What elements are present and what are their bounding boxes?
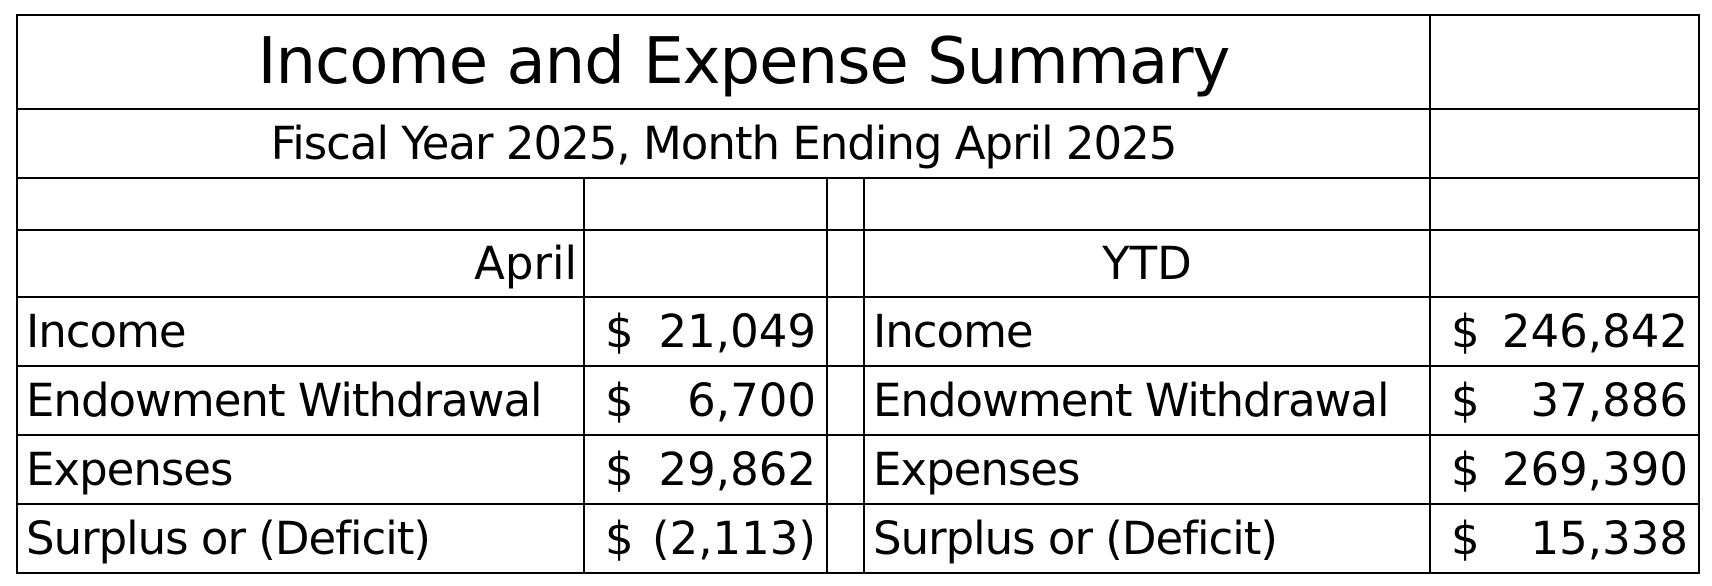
currency-symbol: $ — [1451, 442, 1480, 496]
empty-cell — [584, 230, 827, 297]
currency-symbol: $ — [1451, 373, 1480, 427]
amount-value: (2,113) — [652, 511, 816, 565]
subtitle-row — [17, 109, 1699, 178]
empty-cell — [1430, 15, 1699, 109]
amount-value: 269,390 — [1501, 442, 1688, 496]
amount-value: 15,338 — [1530, 511, 1688, 565]
empty-cell — [1430, 109, 1699, 178]
report-subtitle: Fiscal Year 2025, Month Ending April 2025 — [17, 109, 1430, 178]
empty-cell — [17, 178, 584, 230]
empty-cell — [864, 178, 1430, 230]
spacer-cell — [827, 366, 864, 435]
table-row — [17, 435, 1699, 504]
period-header-row — [17, 230, 1699, 297]
spacer-cell — [827, 504, 864, 573]
blank-row — [17, 178, 1699, 230]
ytd-row-label: Endowment Withdrawal — [864, 366, 1430, 435]
table-row — [17, 504, 1699, 573]
month-row-value — [584, 435, 827, 504]
currency-symbol: $ — [605, 511, 634, 565]
spacer-cell — [827, 178, 864, 230]
amount-value: 29,862 — [658, 442, 816, 496]
currency-symbol: $ — [605, 442, 634, 496]
table-row — [17, 297, 1699, 366]
empty-cell — [1430, 178, 1699, 230]
ytd-row-label: Surplus or (Deficit) — [864, 504, 1430, 573]
spacer-cell — [827, 230, 864, 297]
table-row — [17, 366, 1699, 435]
amount-value: 246,842 — [1501, 305, 1688, 358]
income-expense-summary-table — [16, 14, 1700, 574]
spacer-cell — [827, 435, 864, 504]
month-row-label: Endowment Withdrawal — [17, 366, 584, 435]
currency-symbol: $ — [1451, 305, 1480, 358]
month-row-label: Expenses — [17, 435, 584, 504]
month-header: April — [17, 230, 584, 297]
empty-cell — [584, 178, 827, 230]
ytd-row-label: Expenses — [864, 435, 1430, 504]
empty-cell — [1430, 230, 1699, 297]
amount-value: 6,700 — [687, 373, 816, 427]
ytd-row-value — [1430, 504, 1699, 573]
month-row-value — [584, 504, 827, 573]
ytd-row-value — [1430, 297, 1699, 366]
amount-value: 21,049 — [658, 305, 816, 358]
month-row-label: Income — [17, 297, 584, 366]
month-row-value — [584, 366, 827, 435]
amount-value: 37,886 — [1530, 373, 1688, 427]
ytd-header: YTD — [864, 230, 1430, 297]
report-title: Income and Expense Summary — [17, 15, 1430, 109]
ytd-row-value — [1430, 435, 1699, 504]
currency-symbol: $ — [605, 373, 634, 427]
ytd-row-value — [1430, 366, 1699, 435]
currency-symbol: $ — [605, 305, 634, 358]
month-row-label: Surplus or (Deficit) — [17, 504, 584, 573]
month-row-value — [584, 297, 827, 366]
spacer-cell — [827, 297, 864, 366]
title-row — [17, 15, 1699, 109]
currency-symbol: $ — [1451, 511, 1480, 565]
ytd-row-label: Income — [864, 297, 1430, 366]
